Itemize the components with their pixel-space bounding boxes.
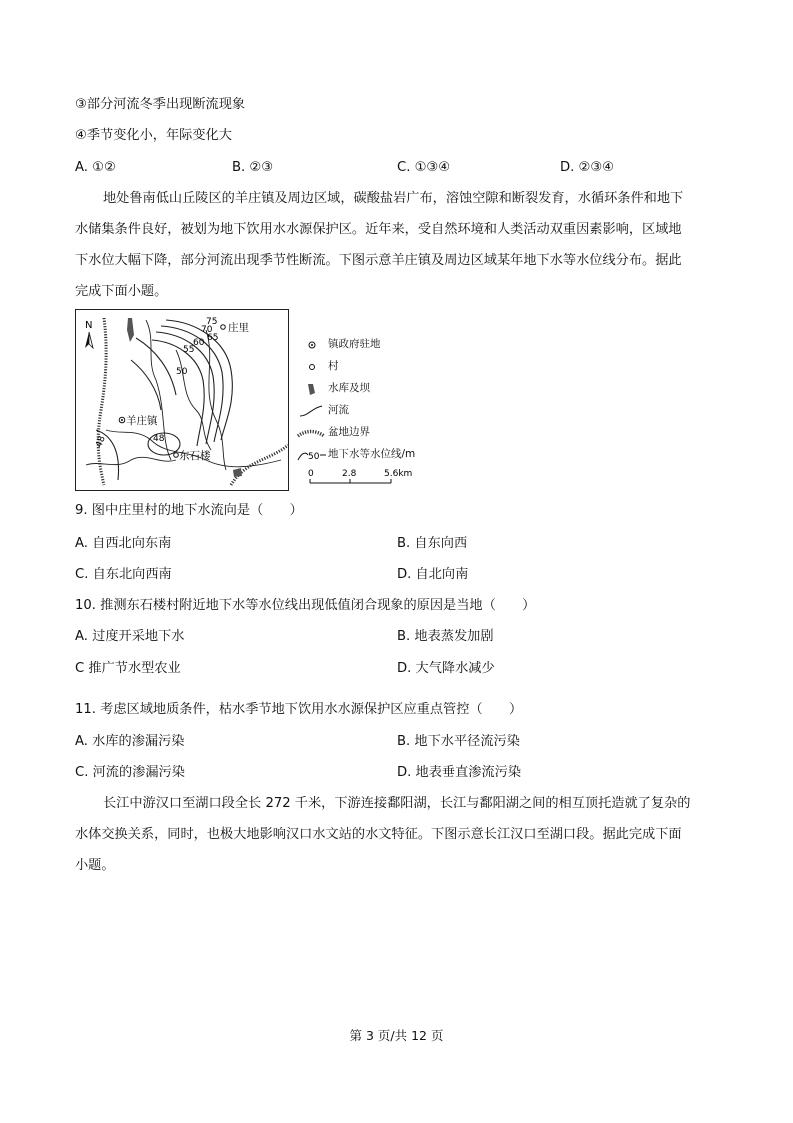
question-9-stem: 9. 图中庄里村的地下水流向是（ ） (75, 503, 303, 518)
contour-55 (136, 338, 176, 395)
choice-a[interactable]: A. ①② (75, 160, 116, 175)
svg-text:2.8: 2.8 (342, 469, 357, 479)
passage1-line-3: 下水位大幅下降，部分河流出现季节性断流。下图示意羊庄镇及周边区域某年地下水等水位线分布。据此 (75, 253, 682, 268)
reservoir-south (233, 468, 242, 477)
q10-option-a[interactable]: A. 过度开采地下水 (75, 629, 185, 644)
place-dongshilou: 东石楼 (179, 450, 211, 462)
svg-text:0: 0 (308, 469, 314, 479)
statement-3: ③部分河流冬季出现断流现象 (75, 97, 246, 112)
river-3 (206, 330, 226, 470)
q9-option-a[interactable]: A. 自西北向东南 (75, 536, 172, 551)
contour-label-48-west: 48 (94, 434, 108, 450)
contour-label-75: 75 (206, 317, 218, 327)
village-zhuangli-icon (221, 325, 226, 330)
svg-text:5.6km: 5.6km (384, 469, 413, 479)
river-icon (296, 404, 326, 418)
q11-option-c[interactable]: C. 河流的渗漏污染 (75, 765, 185, 780)
question-11-stem: 11. 考虑区域地质条件，枯水季节地下饮用水水源保护区应重点管控（ ） (75, 702, 523, 717)
statement-4: ④季节变化小，年际变化大 (75, 128, 232, 143)
svg-text:50: 50 (308, 452, 320, 462)
q9-option-b[interactable]: B. 自东向西 (397, 536, 468, 551)
basin-boundary-icon (296, 426, 326, 440)
page-number: 第 3 页/共 12 页 (349, 1028, 444, 1043)
passage1-line-2: 水储集条件良好，被划为地下饮用水水源保护区。近年来，受自然环境和人类活动双重因素影响，区域地 (75, 222, 682, 237)
passage2-line-2: 水体交换关系，同时，也极大地影响汉口水文站的水文特征。下图示意长江汉口至湖口段。据此完成下面 (75, 827, 682, 842)
town-government-icon (296, 338, 326, 352)
contour-label-70: 70 (201, 325, 213, 335)
village-dongshilou-icon (174, 453, 179, 458)
contour-label-50: 50 (176, 367, 188, 377)
q11-option-d[interactable]: D. 地表垂直渗流污染 (397, 765, 522, 780)
map-legend: 镇政府驻地 村 水库及坝 河流 盆地边界 50 地下水等水位线/m 0 2.8 5.6km (296, 336, 436, 486)
passage2-line-1: 长江中游汉口至湖口段全长 272 千米，下游连接鄱阳湖，长江与鄱阳湖之间的相互顶托造就了复杂的 (103, 796, 691, 811)
q9-option-c[interactable]: C. 自东北向西南 (75, 567, 172, 582)
q11-option-a[interactable]: A. 水库的渗漏污染 (75, 734, 185, 749)
contour-label-60: 60 (193, 338, 205, 348)
passage2-line-3: 小题。 (75, 858, 115, 873)
question-10-stem: 10. 推测东石楼村附近地下水等水位线出现低值闭合现象的原因是当地（ ） (75, 598, 536, 613)
north-arrow-icon (85, 332, 89, 348)
reservoir-dam-icon (296, 382, 326, 396)
choice-c[interactable]: C. ①③④ (397, 160, 451, 175)
basin-boundary (98, 318, 106, 485)
passage1-line-1: 地处鲁南低山丘陵区的羊庄镇及周边区域，碳酸盐岩广布，溶蚀空隙和断裂发育，水循环条件和地下 (103, 191, 684, 206)
choice-b[interactable]: B. ②③ (232, 160, 274, 175)
q9-option-d[interactable]: D. 自北向南 (397, 567, 469, 582)
north-label: N (85, 320, 93, 331)
q10-option-b[interactable]: B. 地表蒸发加剧 (397, 629, 494, 644)
place-zhuangli: 庄里 (228, 322, 249, 334)
passage1-line-4: 完成下面小题。 (75, 284, 168, 299)
q11-option-b[interactable]: B. 地下水平径流污染 (397, 734, 520, 749)
contour-50 (131, 360, 161, 410)
contour-label-65: 65 (207, 333, 219, 343)
map-drawing (76, 310, 288, 490)
scale-bar-icon (296, 468, 416, 488)
village-icon (296, 360, 326, 374)
reservoir-north (127, 318, 134, 342)
contour-label-55: 55 (183, 345, 195, 355)
map-scale-bar (296, 468, 416, 488)
place-yangzhuang: 羊庄镇 (126, 415, 158, 427)
q10-option-d[interactable]: D. 大气降水减少 (397, 661, 495, 676)
choice-d[interactable]: D. ②③④ (560, 160, 615, 175)
contour-label-48-closed: 48 (153, 434, 165, 444)
q10-option-c[interactable]: C 推广节水型农业 (75, 661, 181, 676)
groundwater-contour-map (75, 309, 289, 491)
contour-line-icon (296, 448, 326, 462)
